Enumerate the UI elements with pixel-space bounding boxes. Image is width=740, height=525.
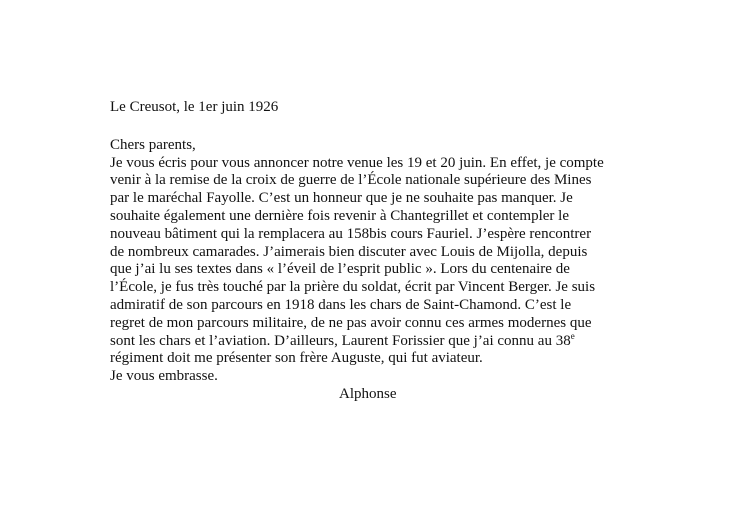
body-line: souhaite également une dernière fois revenir à Chantegrillet et contempler le bbox=[110, 207, 569, 224]
body-line: admiratif de son parcours en 1918 dans les chars de Saint-Chamond. C’est le bbox=[110, 296, 572, 313]
body-line: que j’ai lu ses textes dans « l’éveil de l’esprit public ». Lors du centenaire de bbox=[110, 261, 570, 278]
body-line: régiment doit me présenter son frère Auguste, qui fut aviateur. bbox=[110, 350, 483, 367]
body-line: de nombreux camarades. J’aimerais bien discuter avec Louis de Mijolla, depuis bbox=[110, 243, 588, 260]
body-line: venir à la remise de la croix de guerre de l’École nationale supérieure des Mines bbox=[110, 172, 592, 189]
closing-line: Je vous embrasse. bbox=[110, 368, 218, 385]
body-line: par le maréchal Fayolle. C’est un honneur que je ne souhaite pas manquer. Je bbox=[110, 190, 573, 207]
body-line: nouveau bâtiment qui la remplacera au 158bis cours Fauriel. J’espère rencontrer bbox=[110, 225, 592, 242]
body-line: Je vous écris pour vous annoncer notre venue les 19 et 20 juin. En effet, je compte bbox=[110, 154, 604, 171]
body-line: regret de mon parcours militaire, de ne pas avoir connu ces armes modernes que bbox=[110, 314, 592, 331]
signature: Alphonse bbox=[339, 385, 397, 402]
letter-body bbox=[110, 155, 670, 369]
ordinal-superscript: e bbox=[570, 330, 575, 341]
letter bbox=[110, 99, 670, 404]
body-line-text: sont les chars et l’aviation. D’ailleurs, Laurent Forissier que j’ai connu au 38 bbox=[110, 332, 571, 349]
body-line: l’École, je fus très touché par la prière du soldat, écrit par Vincent Berger. Je suis bbox=[110, 279, 596, 296]
body-line-with-ordinal bbox=[110, 330, 670, 351]
salutation: Chers parents, bbox=[110, 136, 196, 153]
date-line: Le Creusot, le 1er juin 1926 bbox=[110, 99, 279, 115]
